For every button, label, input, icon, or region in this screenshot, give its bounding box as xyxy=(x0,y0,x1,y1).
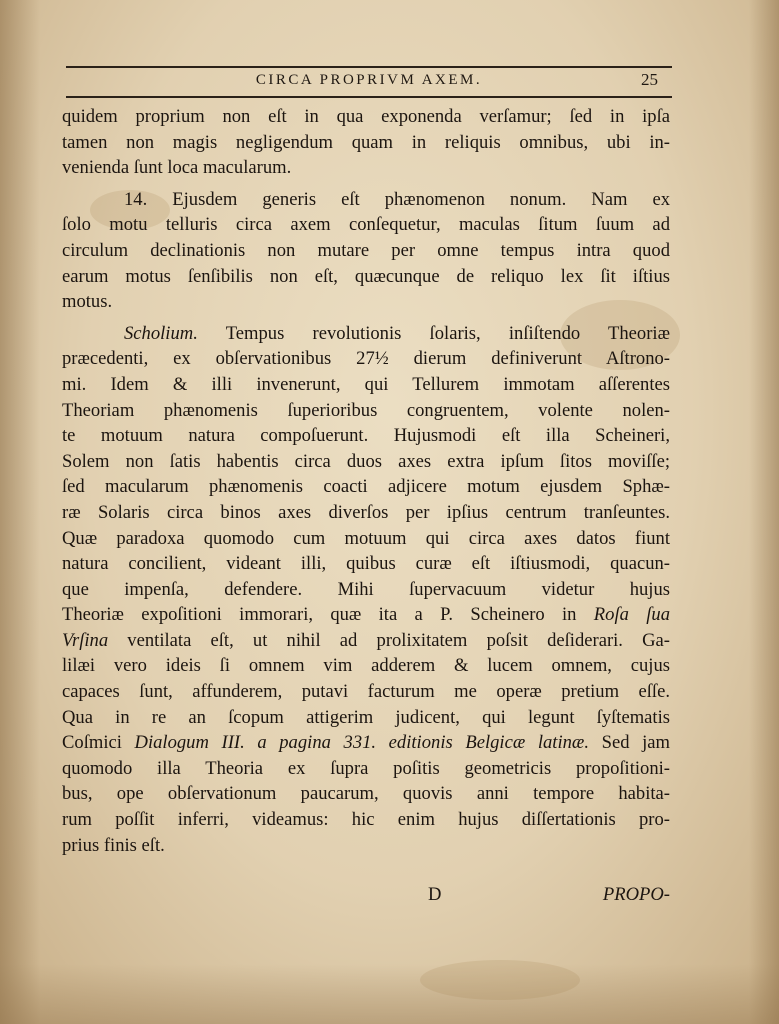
text-line xyxy=(62,730,670,756)
italic-text: Dialogum III. a pagina 331. editionis Belgicæ latinæ. xyxy=(134,732,589,754)
header-rule-top xyxy=(66,66,672,68)
text-line xyxy=(62,474,670,500)
text-line xyxy=(62,653,670,679)
text-segment: earum motus ſenſibilis non eſt, quæcunque de reliquo lex ſit iſtius xyxy=(62,265,670,287)
text-line xyxy=(62,833,670,859)
running-title: CIRCA PROPRIVM AXEM. xyxy=(255,72,483,88)
text-line xyxy=(62,398,670,424)
text-segment: Theoriæ expoſitioni immorari, quæ ita a P. Scheinero in xyxy=(62,604,594,626)
text-line xyxy=(62,628,670,654)
text-segment: lilæi vero ideis ſi omnem vim adderem & lucem omnem, cujus xyxy=(62,655,670,677)
text-segment: ræ Solaris circa binos axes diverſos per ipſius centrum tranſeuntes. xyxy=(62,501,670,523)
text-segment: 14. Ejusdem generis eſt phænomenon nonum. Nam ex xyxy=(124,188,670,210)
text-segment: Coſmici xyxy=(62,732,135,754)
text-segment: quidem proprium non eſt in qua exponenda verſamur; ſed in ipſa xyxy=(62,106,670,127)
text-segment: Qua in re an ſcopum attigerim judicent, qui legunt ſyſtematis xyxy=(62,706,670,728)
text-line xyxy=(62,705,670,731)
text-segment: te motuum natura compoſuerunt. Hujusmodi eſt illa Scheineri, xyxy=(62,425,670,447)
header-rule-bottom xyxy=(66,96,672,98)
text-line xyxy=(62,289,670,315)
text-segment: præcedenti, ex obſervationibus 27½ dierum definiverunt Aſtrono- xyxy=(62,348,670,370)
text-segment: Solem non ſatis habentis circa duos axes extra ipſum ſitos moviſſe; xyxy=(62,450,670,472)
text-segment: Theoriam phænomenis ſuperioribus congruentem, volente nolen- xyxy=(62,399,670,421)
text-line xyxy=(62,449,670,475)
text-segment: motus. xyxy=(62,291,113,313)
text-line xyxy=(62,346,670,372)
text-line xyxy=(62,526,670,552)
text-segment: rum poſſit inferri, videamus: hic enim hujus diſſertationis pro- xyxy=(62,809,670,831)
text-segment: tamen non magis negligendum quam in reliquis omnibus, ubi in- xyxy=(62,131,670,153)
running-head xyxy=(66,72,672,96)
text-segment: bus, ope obſervationum paucarum, quovis anni tempore habita- xyxy=(62,783,670,805)
text-segment: que impenſa, defendere. Mihi ſupervacuum videtur hujus xyxy=(62,578,670,600)
text-line xyxy=(62,551,670,577)
text-line xyxy=(62,807,670,833)
text-segment: ventilata eſt, ut nihil ad prolixitatem poſsit deſiderari. Ga- xyxy=(108,629,670,651)
text-segment: natura concilient, videant illi, quibus curæ eſt iſtiusmodi, quacun- xyxy=(62,553,670,575)
catchword: PROPO- xyxy=(602,884,670,905)
body-text xyxy=(62,104,670,858)
page-shadow-left xyxy=(0,0,40,1024)
text-line xyxy=(62,155,670,181)
text-line xyxy=(62,756,670,782)
text-segment: circulum declinationis non mutare per omne tempus intra quod xyxy=(62,239,670,261)
text-line xyxy=(62,781,670,807)
page-shadow-right xyxy=(749,0,779,1024)
text-line xyxy=(62,104,670,130)
text-line xyxy=(62,130,670,156)
text-segment: prius finis eſt. xyxy=(62,834,165,856)
text-segment: Tempus revolutionis ſolaris, inſiſtendo Theoriæ xyxy=(197,322,670,344)
text-line xyxy=(62,679,670,705)
text-segment: ſed macularum phænomenis coacti adjicere motum ejusdem Sphæ- xyxy=(62,476,670,498)
text-line xyxy=(62,577,670,603)
text-line xyxy=(62,500,670,526)
text-line xyxy=(62,212,670,238)
text-segment: ſolo motu telluris circa axem conſequetur, maculas ſitum ſuum ad xyxy=(62,214,670,236)
text-segment: capaces ſunt, affunderem, putavi facturum me operæ pretium eſſe. xyxy=(62,681,670,703)
italic-text: Vrſina xyxy=(62,629,109,651)
page-footer xyxy=(62,884,670,910)
text-line xyxy=(62,321,670,347)
text-segment: venienda ſunt loca macularum. xyxy=(62,157,292,179)
text-segment: Sed jam xyxy=(588,732,670,754)
text-line xyxy=(62,264,670,290)
text-segment: quomodo illa Theoria ex ſupra poſitis geometricis propoſitioni- xyxy=(62,757,670,779)
page-number: 25 xyxy=(641,70,658,89)
text-segment: mi. Idem & illi invenerunt, qui Tellurem immotam aſſerentes xyxy=(62,373,670,395)
page-shadow-bottom xyxy=(0,964,779,1024)
text-segment: Quæ paradoxa quomodo cum motuum qui circa axes datos fiunt xyxy=(62,527,670,549)
text-line xyxy=(62,238,670,264)
text-line xyxy=(62,372,670,398)
italic-text: Roſa ſua xyxy=(593,604,670,626)
text-line xyxy=(62,187,670,213)
italic-text: Scholium. xyxy=(124,322,198,344)
signature-mark: D xyxy=(428,884,442,905)
text-line xyxy=(62,423,670,449)
paper-stain xyxy=(420,960,580,1000)
text-line xyxy=(62,602,670,628)
